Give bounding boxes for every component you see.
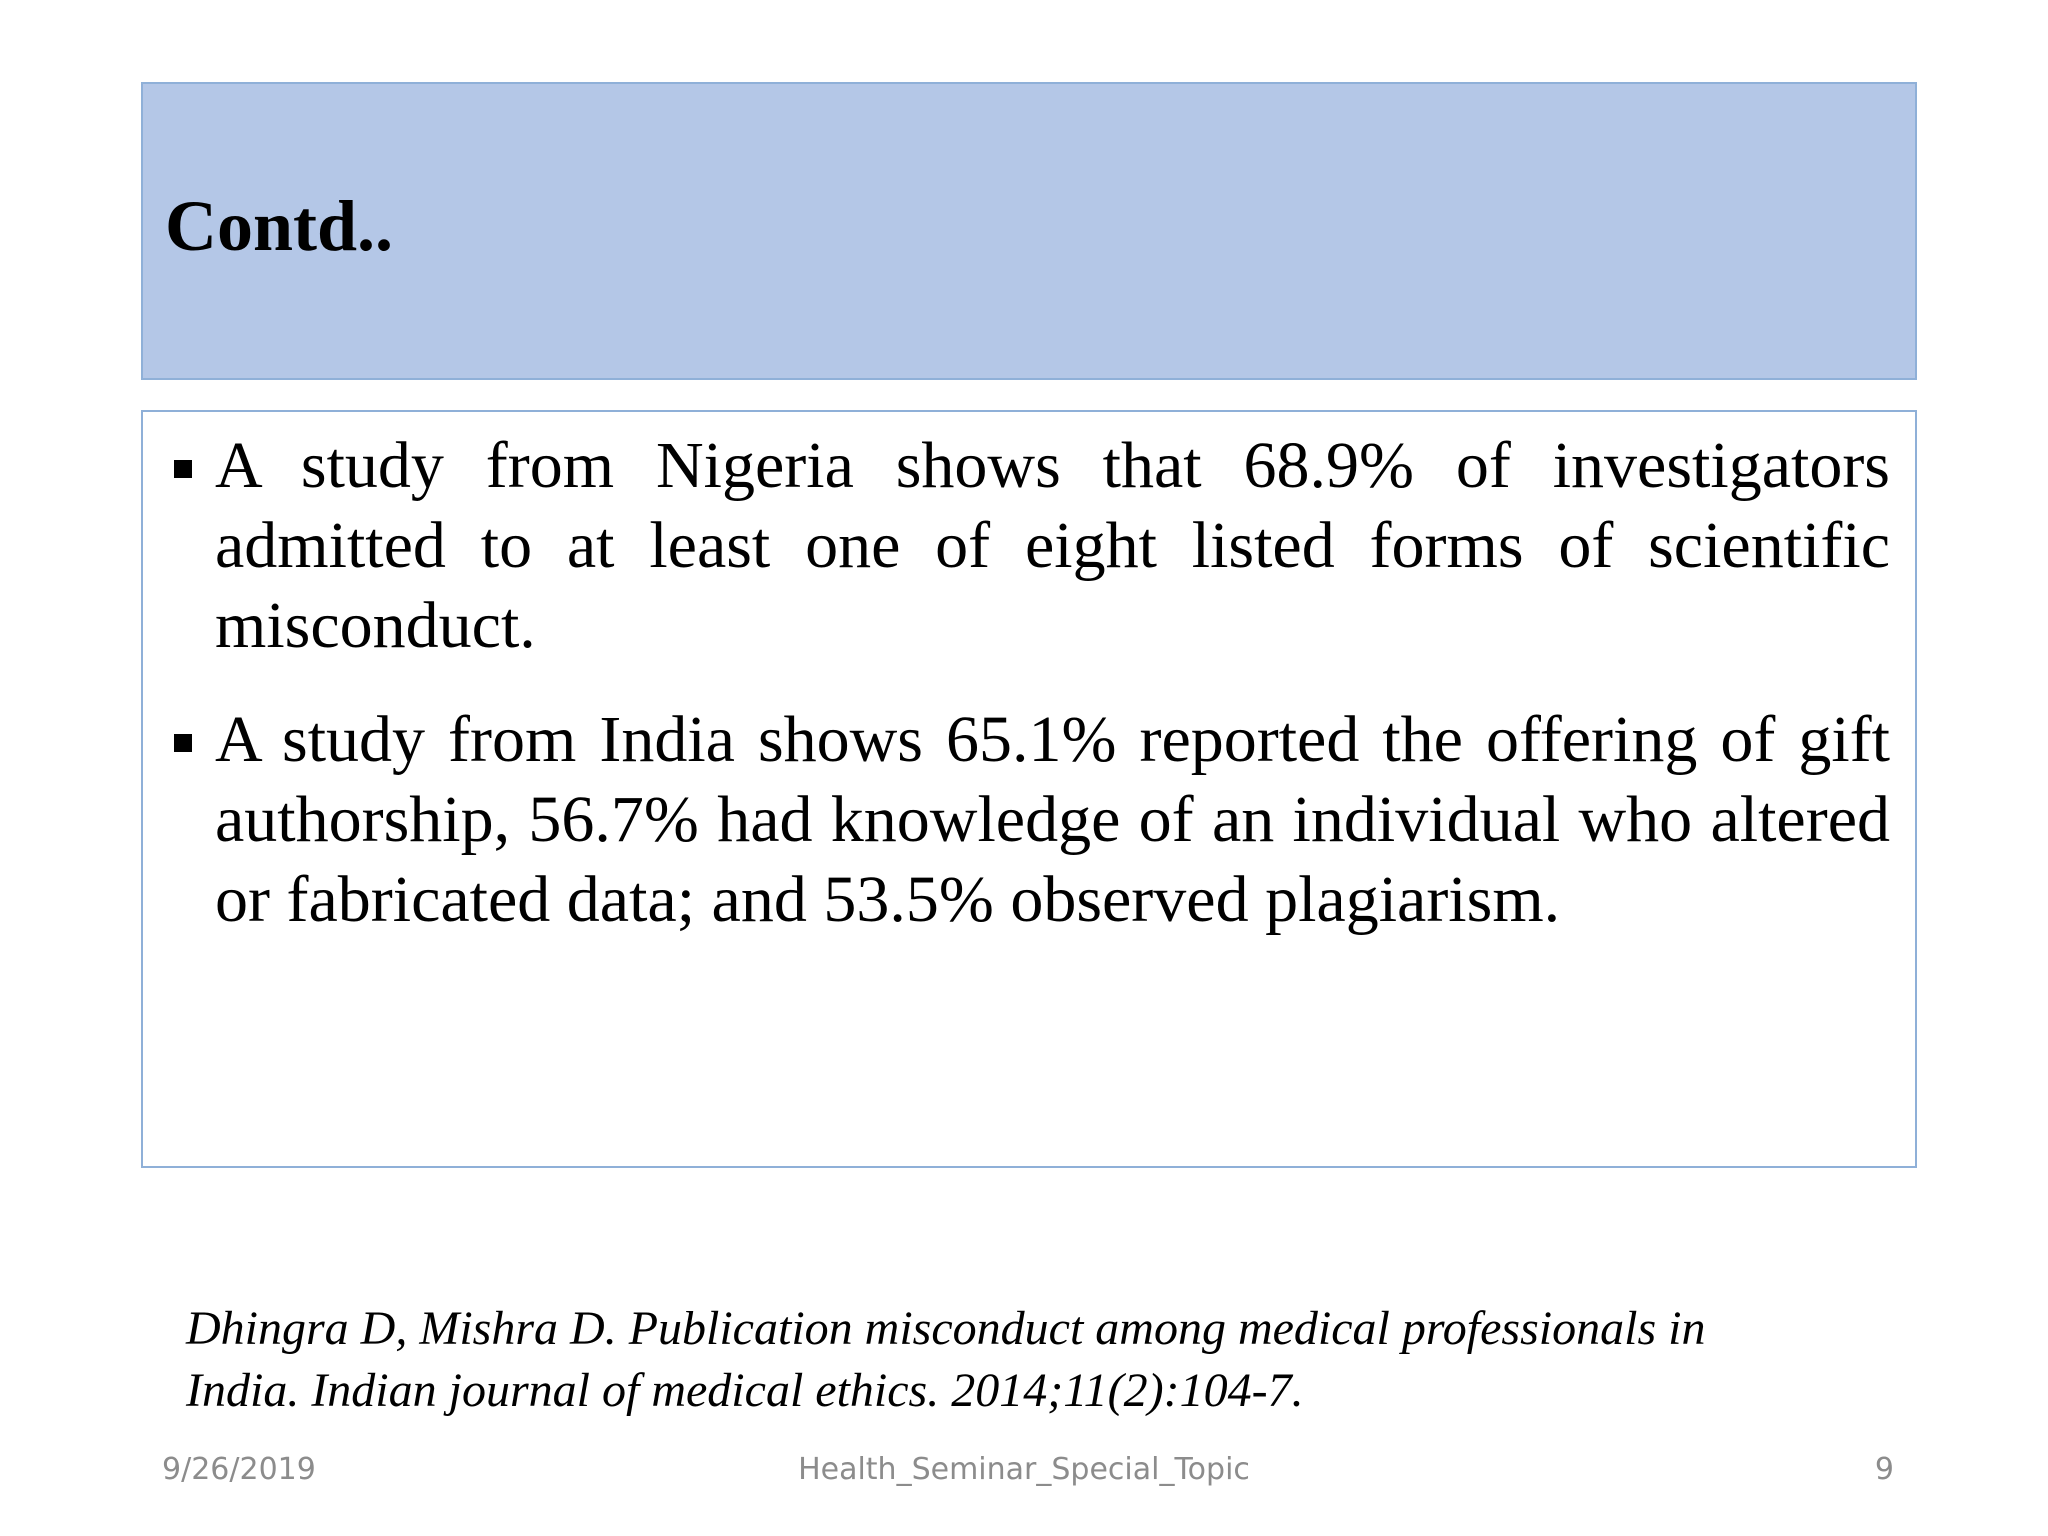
footer-page-number: 9 bbox=[1874, 1452, 1894, 1487]
square-bullet-icon bbox=[174, 460, 192, 478]
slide-title: Contd.. bbox=[165, 186, 394, 266]
bullet-item-india bbox=[170, 700, 1890, 940]
footer-title: Health_Seminar_Special_Topic bbox=[798, 1452, 1250, 1487]
content-placeholder bbox=[141, 410, 1917, 1168]
bullet-text: A study from Nigeria shows that 68.9% of investigators admitted to at least one of eight listed forms of scientific misconduct. bbox=[215, 429, 1890, 662]
bullet-text: A study from India shows 65.1% reported the offering of gift authorship, 56.7% had knowledge of an individual who altered or fabricated data; and 53.5% observed plagiarism. bbox=[215, 703, 1890, 936]
title-placeholder bbox=[141, 82, 1917, 380]
citation-line: India. Indian journal of medical ethics. 2014;11(2):104-7. bbox=[186, 1364, 1304, 1417]
citation bbox=[186, 1298, 1886, 1422]
citation-line: Dhingra D, Mishra D. Publication misconduct among medical professionals in bbox=[186, 1302, 1706, 1355]
square-bullet-icon bbox=[174, 734, 192, 752]
bullet-item-nigeria bbox=[170, 426, 1890, 666]
bullet-list bbox=[170, 426, 1890, 974]
footer-date: 9/26/2019 bbox=[162, 1452, 316, 1487]
